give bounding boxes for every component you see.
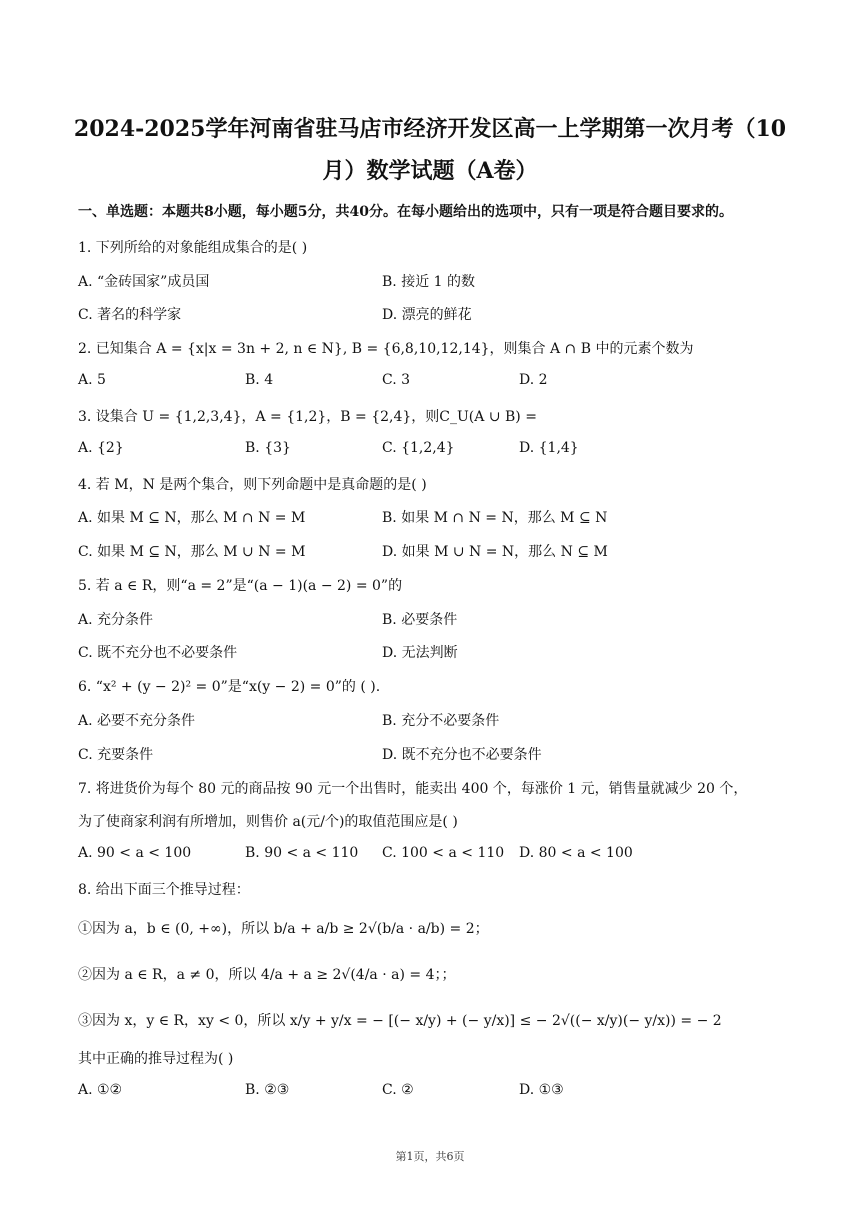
q2-option-c: C. 3	[382, 372, 411, 388]
q1-option-d: D. 漂亮的鲜花	[382, 307, 472, 323]
q2-option-a: A. 5	[78, 372, 106, 388]
question-8-stem: 8. 给出下面三个推导过程：	[78, 882, 250, 898]
q8-derivation-1: ①因为 a，b ∈ (0, +∞)，所以 b/a + a/b ≥ 2√(b/a · a/b) = 2；	[78, 921, 489, 937]
q2-option-b: B. 4	[245, 372, 274, 388]
q5-option-b: B. 必要条件	[382, 612, 458, 628]
q8-derivation-3: ③因为 x，y ∈ R，xy < 0，所以 x/y + y/x = − [(− x/y) + (− y/x)] ≤ − 2√((− x/y)(− y/x)) = − 2	[78, 1013, 722, 1029]
page-title: 2024-2025学年河南省驻马店市经济开发区高一上学期第一次月考（10月）数学试题（A卷）	[73, 116, 787, 184]
question-7-stem-cont: 为了使商家利润有所增加，则售价 a(元/个)的取值范围应是( )	[78, 814, 458, 830]
q4-option-a: A. 如果 M ⊆ N，那么 M ∩ N = M	[78, 510, 306, 526]
q3-option-a: A. {2}	[78, 440, 124, 456]
q5-option-c: C. 既不充分也不必要条件	[78, 645, 238, 661]
q7-option-d: D. 80 < a < 100	[519, 845, 633, 861]
q8-derivation-2: ②因为 a ∈ R，a ≠ 0，所以 4/a + a ≥ 2√(4/a · a) = 4；；	[78, 967, 456, 983]
question-6-stem: 6. “x² + (y − 2)² = 0”是“x(y − 2) = 0”的 ( ).	[78, 679, 381, 695]
q7-option-a: A. 90 < a < 100	[78, 845, 192, 861]
question-3-stem: 3. 设集合 U = {1,2,3,4}，A = {1,2}，B = {2,4}，则C_U(A ∪ B) =	[78, 409, 537, 425]
q3-option-c: C. {1,2,4}	[382, 440, 455, 456]
q5-option-a: A. 充分条件	[78, 612, 154, 628]
section-heading: 一、单选题：本题共8小题，每小题5分，共40分。在每小题给出的选项中，只有一项是符合题目要求的。	[78, 204, 733, 220]
q6-option-d: D. 既不充分也不必要条件	[382, 747, 542, 763]
question-7-stem: 7. 将进货价为每个 80 元的商品按 90 元一个出售时，能卖出 400 个，每涨价 1 元，销售量就减少 20 个，	[78, 781, 748, 797]
q4-option-c: C. 如果 M ⊆ N，那么 M ∪ N = M	[78, 544, 306, 560]
question-1-stem: 1. 下列所给的对象能组成集合的是( )	[78, 240, 308, 256]
q6-option-c: C. 充要条件	[78, 747, 154, 763]
q8-option-c: C. ②	[382, 1082, 414, 1098]
q6-option-a: A. 必要不充分条件	[78, 713, 196, 729]
q3-option-b: B. {3}	[245, 440, 291, 456]
q8-option-b: B. ②③	[245, 1082, 290, 1098]
q1-option-c: C. 著名的科学家	[78, 307, 182, 323]
q1-option-b: B. 接近 1 的数	[382, 274, 475, 290]
q7-option-b: B. 90 < a < 110	[245, 845, 359, 861]
q1-option-a: A. “金砖国家”成员国	[78, 274, 210, 290]
question-4-stem: 4. 若 M，N 是两个集合，则下列命题中是真命题的是( )	[78, 477, 427, 493]
q8-option-d: D. ①③	[519, 1082, 564, 1098]
q5-option-d: D. 无法判断	[382, 645, 458, 661]
question-2-stem: 2. 已知集合 A = {x|x = 3n + 2, n ∈ N}, B = {6,8,10,12,14}，则集合 A ∩ B 中的元素个数为	[78, 341, 694, 357]
q2-option-d: D. 2	[519, 372, 548, 388]
q3-option-d: D. {1,4}	[519, 440, 579, 456]
question-5-stem: 5. 若 a ∈ R，则“a = 2”是“(a − 1)(a − 2) = 0”的	[78, 578, 403, 594]
q4-option-b: B. 如果 M ∩ N = N，那么 M ⊆ N	[382, 510, 608, 526]
q6-option-b: B. 充分不必要条件	[382, 713, 500, 729]
q8-option-a: A. ①②	[78, 1082, 123, 1098]
q4-option-d: D. 如果 M ∪ N = N，那么 N ⊆ M	[382, 544, 608, 560]
question-8-prompt: 其中正确的推导过程为( )	[78, 1051, 234, 1067]
q7-option-c: C. 100 < a < 110	[382, 845, 505, 861]
page-footer: 第1页，共6页	[395, 1150, 465, 1163]
